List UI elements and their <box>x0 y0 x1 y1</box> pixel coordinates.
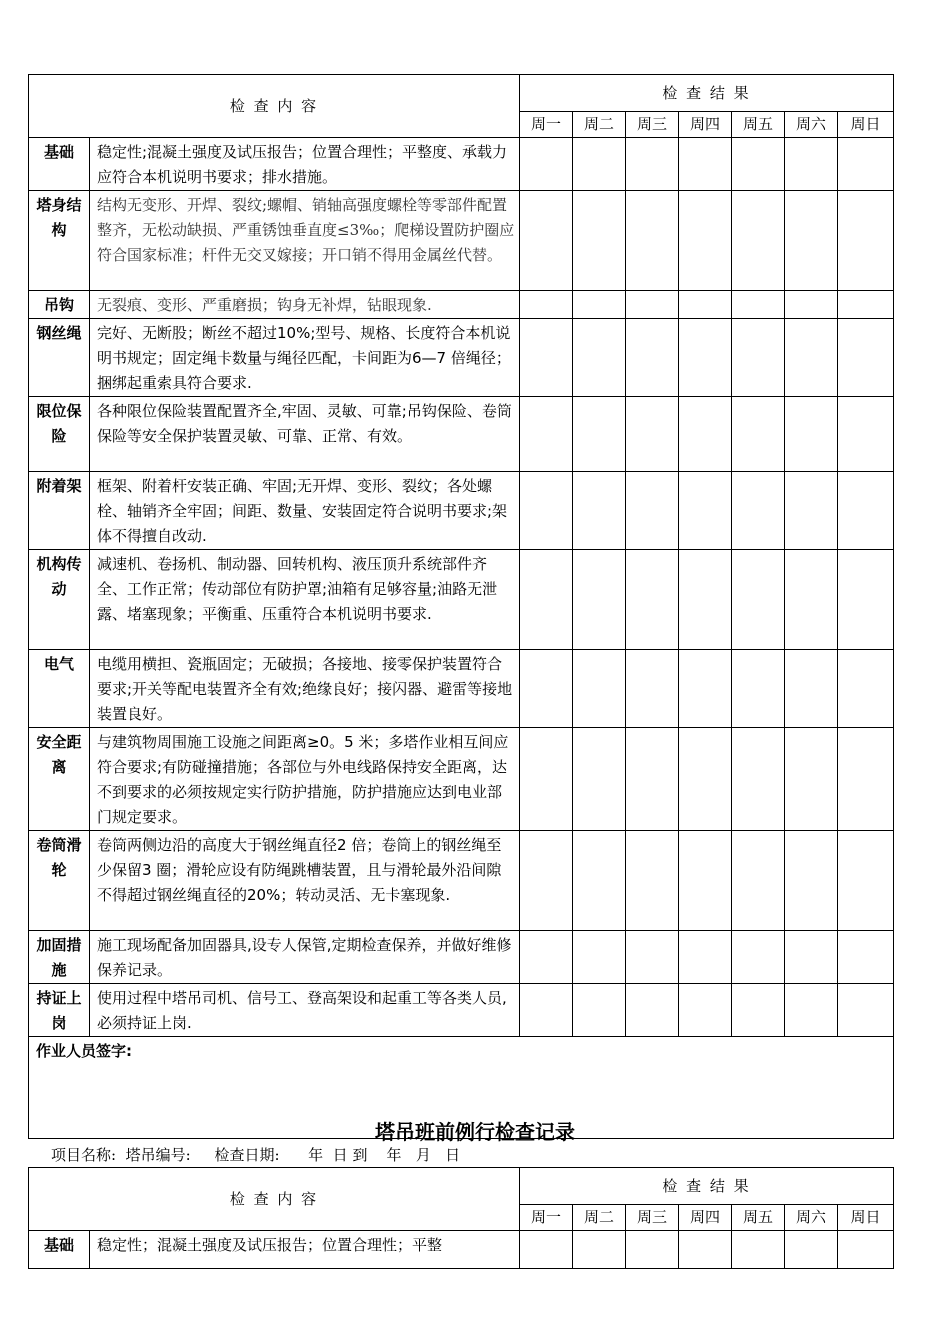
table-row <box>29 138 894 191</box>
day-header: 周四 <box>679 112 732 138</box>
check-cell[interactable] <box>838 984 894 1037</box>
check-cell[interactable] <box>626 472 679 550</box>
check-cell[interactable] <box>785 138 838 191</box>
table-row <box>29 728 894 831</box>
inspection-table-2 <box>28 1167 894 1269</box>
check-cell[interactable] <box>679 291 732 319</box>
category-cell: 安全距离 <box>29 728 90 831</box>
result-header: 检 查 结 果 <box>520 75 894 112</box>
check-cell[interactable] <box>520 984 573 1037</box>
check-cell[interactable] <box>520 319 573 397</box>
category-cell: 限位保险 <box>29 397 90 472</box>
check-cell[interactable] <box>573 472 626 550</box>
check-cell[interactable] <box>573 291 626 319</box>
check-cell[interactable] <box>626 931 679 984</box>
day-header: 周一 <box>520 112 573 138</box>
check-cell[interactable] <box>785 984 838 1037</box>
check-cell[interactable] <box>732 831 785 931</box>
day-header: 周二 <box>573 112 626 138</box>
check-cell[interactable] <box>679 319 732 397</box>
day-header: 周五 <box>732 1205 785 1231</box>
category-cell: 持证上岗 <box>29 984 90 1037</box>
category-cell: 吊钩 <box>29 291 90 319</box>
table-row <box>29 931 894 984</box>
check-cell[interactable] <box>679 1231 732 1269</box>
check-cell[interactable] <box>785 472 838 550</box>
day-header: 周一 <box>520 1205 573 1231</box>
day-header: 周三 <box>626 112 679 138</box>
check-cell[interactable] <box>573 984 626 1037</box>
table-row <box>29 650 894 728</box>
check-cell[interactable] <box>626 831 679 931</box>
form-meta: 项目名称: 塔吊编号: 检查日期: 年 日 到 年 月 日 <box>51 1146 461 1164</box>
check-cell[interactable] <box>732 191 785 291</box>
day-header: 周五 <box>732 112 785 138</box>
table-row <box>29 831 894 931</box>
check-cell[interactable] <box>732 1231 785 1269</box>
check-cell[interactable] <box>573 1231 626 1269</box>
content-cell: 稳定性;混凝土强度及试压报告；位置合理性；平整度、承载力应符合本机说明书要求；排水措施。 <box>90 138 520 191</box>
content-cell: 电缆用横担、瓷瓶固定；无破损；各接地、接零保护装置符合要求;开关等配电装置齐全有效;绝缘良好；接闪器、避雷等接地装置良好。 <box>90 650 520 728</box>
day-header: 周三 <box>626 1205 679 1231</box>
check-cell[interactable] <box>626 984 679 1037</box>
check-cell[interactable] <box>520 472 573 550</box>
check-cell[interactable] <box>732 138 785 191</box>
day-header: 周六 <box>785 1205 838 1231</box>
category-cell: 钢丝绳 <box>29 319 90 397</box>
check-cell[interactable] <box>573 728 626 831</box>
check-cell[interactable] <box>785 1231 838 1269</box>
check-cell[interactable] <box>520 397 573 472</box>
check-cell[interactable] <box>626 728 679 831</box>
check-cell[interactable] <box>520 650 573 728</box>
check-cell[interactable] <box>520 191 573 291</box>
check-cell[interactable] <box>732 291 785 319</box>
check-cell[interactable] <box>838 650 894 728</box>
check-cell[interactable] <box>732 472 785 550</box>
check-cell[interactable] <box>626 650 679 728</box>
check-cell[interactable] <box>785 931 838 984</box>
table-row <box>29 984 894 1037</box>
day-header: 周六 <box>785 112 838 138</box>
check-cell[interactable] <box>573 550 626 650</box>
check-cell[interactable] <box>679 931 732 984</box>
check-cell[interactable] <box>732 728 785 831</box>
category-cell: 机构传动 <box>29 550 90 650</box>
check-cell[interactable] <box>785 291 838 319</box>
table-row <box>29 472 894 550</box>
check-cell[interactable] <box>679 472 732 550</box>
check-cell[interactable] <box>785 728 838 831</box>
content-cell: 施工现场配备加固器具,设专人保管,定期检查保养，并做好维修保养记录。 <box>90 931 520 984</box>
check-cell[interactable] <box>785 550 838 650</box>
check-cell[interactable] <box>573 319 626 397</box>
day-header: 周四 <box>679 1205 732 1231</box>
check-cell[interactable] <box>573 650 626 728</box>
check-cell[interactable] <box>838 728 894 831</box>
check-cell[interactable] <box>573 397 626 472</box>
check-cell[interactable] <box>520 138 573 191</box>
check-cell[interactable] <box>520 1231 573 1269</box>
check-cell[interactable] <box>732 984 785 1037</box>
content-cell: 无裂痕、变形、严重磨损；钩身无补焊，钻眼现象. <box>90 291 520 319</box>
check-cell[interactable] <box>732 931 785 984</box>
content-cell: 卷筒两侧边沿的高度大于钢丝绳直径2 倍；卷筒上的钢丝绳至少保留3 圈；滑轮应设有防绳跳槽装置，且与滑轮最外沿间隙不得超过钢丝绳直径的20%；转动灵活、无卡塞现象. <box>90 831 520 931</box>
check-cell[interactable] <box>838 138 894 191</box>
check-cell[interactable] <box>838 550 894 650</box>
check-cell[interactable] <box>679 138 732 191</box>
inspection-table <box>28 74 894 1139</box>
check-cell[interactable] <box>626 138 679 191</box>
signature-label: 作业人员签字: <box>36 1042 132 1060</box>
check-cell[interactable] <box>679 650 732 728</box>
check-cell[interactable] <box>785 831 838 931</box>
check-cell[interactable] <box>838 291 894 319</box>
table-row <box>29 397 894 472</box>
content-cell: 框架、附着杆安装正确、牢固;无开焊、变形、裂纹；各处螺栓、轴销齐全牢固；间距、数量、安装固定符合说明书要求;架体不得擅自改动. <box>90 472 520 550</box>
content-cell: 稳定性；混凝土强度及试压报告；位置合理性；平整 <box>90 1231 520 1269</box>
check-cell[interactable] <box>838 319 894 397</box>
day-header: 周二 <box>573 1205 626 1231</box>
category-cell: 附着架 <box>29 472 90 550</box>
category-cell: 加固措施 <box>29 931 90 984</box>
check-cell[interactable] <box>520 931 573 984</box>
check-cell[interactable] <box>838 191 894 291</box>
table-row <box>29 191 894 291</box>
check-cell[interactable] <box>838 472 894 550</box>
result-header: 检 查 结 果 <box>520 1168 894 1205</box>
check-cell[interactable] <box>838 931 894 984</box>
check-cell[interactable] <box>732 550 785 650</box>
check-cell[interactable] <box>785 319 838 397</box>
content-cell: 减速机、卷扬机、制动器、回转机构、液压顶升系统部件齐全、工作正常；传动部位有防护罩;油箱有足够容量;油路无泄露、堵塞现象；平衡重、压重符合本机说明书要求. <box>90 550 520 650</box>
check-cell[interactable] <box>679 550 732 650</box>
check-cell[interactable] <box>573 191 626 291</box>
check-cell[interactable] <box>679 397 732 472</box>
check-cell[interactable] <box>626 397 679 472</box>
check-cell[interactable] <box>838 831 894 931</box>
check-cell[interactable] <box>520 550 573 650</box>
check-cell[interactable] <box>732 650 785 728</box>
content-cell: 使用过程中塔吊司机、信号工、登高架设和起重工等各类人员,必须持证上岗. <box>90 984 520 1037</box>
check-cell[interactable] <box>573 138 626 191</box>
content-cell: 结构无变形、开焊、裂纹;螺帽、销轴高强度螺栓等零部件配置整齐，无松动缺损、严重锈蚀垂直度≤3‰；爬梯设置防护圈应符合国家标准；杆件无交叉嫁接；开口销不得用金属丝代替。 <box>90 191 520 291</box>
check-cell[interactable] <box>520 728 573 831</box>
category-cell: 基础 <box>29 138 90 191</box>
check-cell[interactable] <box>626 1231 679 1269</box>
content-header: 检 查 内 容 <box>29 75 520 138</box>
check-cell[interactable] <box>520 831 573 931</box>
check-cell[interactable] <box>679 728 732 831</box>
table-row <box>29 550 894 650</box>
category-cell: 塔身结构 <box>29 191 90 291</box>
content-cell: 完好、无断股；断丝不超过10%;型号、规格、长度符合本机说明书规定；固定绳卡数量与绳径匹配，卡间距为6—7 倍绳径；捆绑起重索具符合要求. <box>90 319 520 397</box>
day-header: 周日 <box>838 112 894 138</box>
check-cell[interactable] <box>626 191 679 291</box>
check-cell[interactable] <box>626 319 679 397</box>
day-header: 周日 <box>838 1205 894 1231</box>
category-cell: 基础 <box>29 1231 90 1269</box>
check-cell[interactable] <box>838 1231 894 1269</box>
content-cell: 各种限位保险装置配置齐全,牢固、灵敏、可靠;吊钩保险、卷筒保险等安全保护装置灵敏、可靠、正常、有效。 <box>90 397 520 472</box>
check-cell[interactable] <box>679 984 732 1037</box>
content-cell: 与建筑物周围施工设施之间距离≥0。5 米；多塔作业相互间应符合要求;有防碰撞措施；各部位与外电线路保持安全距离，达不到要求的必须按规定实行防护措施，防护措施应达到电业部门规定要求。 <box>90 728 520 831</box>
check-cell[interactable] <box>520 291 573 319</box>
check-cell[interactable] <box>626 291 679 319</box>
table-row <box>29 319 894 397</box>
check-cell[interactable] <box>785 650 838 728</box>
check-cell[interactable] <box>785 397 838 472</box>
content-header: 检 查 内 容 <box>29 1168 520 1231</box>
check-cell[interactable] <box>626 550 679 650</box>
check-cell[interactable] <box>732 397 785 472</box>
form-title: 塔吊班前例行检查记录 <box>375 1120 575 1144</box>
check-cell[interactable] <box>573 831 626 931</box>
check-cell[interactable] <box>838 397 894 472</box>
check-cell[interactable] <box>785 191 838 291</box>
check-cell[interactable] <box>679 191 732 291</box>
table-row <box>29 291 894 319</box>
category-cell: 卷筒滑轮 <box>29 831 90 931</box>
check-cell[interactable] <box>679 831 732 931</box>
category-cell: 电气 <box>29 650 90 728</box>
check-cell[interactable] <box>732 319 785 397</box>
check-cell[interactable] <box>573 931 626 984</box>
